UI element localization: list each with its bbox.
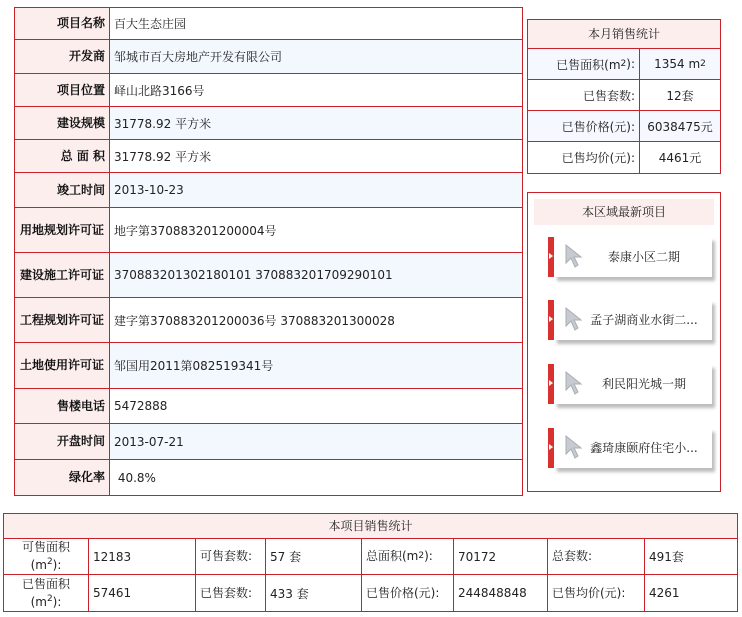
project-name[interactable]: 鑫琦康颐府住宅小... xyxy=(590,441,698,455)
info-label: 售楼电话 xyxy=(15,389,110,423)
project-info-table xyxy=(14,7,523,496)
sold-price-value: 6038475元 xyxy=(647,119,713,134)
info-row-planning-permit xyxy=(15,298,522,343)
unit-prefix: (m xyxy=(30,558,47,572)
info-row-location xyxy=(15,74,522,107)
monthly-sold-sets-row xyxy=(528,80,720,111)
info-row-name xyxy=(15,8,522,40)
info-value: 5472888 xyxy=(110,389,522,423)
sup: 2 xyxy=(700,59,706,69)
project-stats-title: 本项目销售统计 xyxy=(4,514,737,539)
info-label: 项目名称 xyxy=(15,8,110,39)
sold-price-label: 已售价格(元): xyxy=(528,111,640,141)
sup: 2 xyxy=(418,551,425,561)
info-label: 工程规划许可证 xyxy=(15,298,110,342)
info-label: 用地规划许可证 xyxy=(15,208,110,252)
info-value: 2013-10-23 xyxy=(110,173,522,207)
project-sales-stats xyxy=(3,513,738,612)
monthly-sold-price-row xyxy=(528,111,720,142)
info-row-opening xyxy=(15,424,522,460)
sold-price-label: 已售价格(元): xyxy=(362,575,454,611)
monthly-stats-title: 本月销售统计 xyxy=(528,20,720,49)
avail-area-label-wrap xyxy=(22,540,70,573)
new-projects-panel xyxy=(527,192,721,492)
sup: 2 xyxy=(46,557,53,567)
info-value: 40.8% xyxy=(110,460,522,495)
sold-area-value xyxy=(640,49,720,79)
monthly-sales-stats xyxy=(527,19,721,174)
sold-avg-label: 已售均价(元): xyxy=(548,575,645,611)
avail-area-unit xyxy=(22,555,70,573)
sold-area-unit xyxy=(22,592,70,610)
avail-area-label xyxy=(4,539,89,574)
avail-sets-value: 57 套 xyxy=(266,539,362,574)
info-value: 邹国用2011第082519341号 xyxy=(110,343,522,388)
info-row-phone xyxy=(15,389,522,424)
info-row-land-use-permit xyxy=(15,343,522,389)
info-row-construction-permit xyxy=(15,253,522,298)
project-card[interactable] xyxy=(554,237,712,277)
info-value: 31778.92 平方米 xyxy=(110,140,522,172)
sold-sets-label: 已售套数: xyxy=(528,80,640,110)
info-value: 建字第370883201200036号 370883201300028 xyxy=(110,298,522,342)
avail-area-value: 12183 xyxy=(89,539,196,574)
sold-sets-label: 已售套数: xyxy=(196,575,266,611)
sold-sets-value: 12套 xyxy=(666,88,694,103)
sold-area-label-text: 已售面积(m xyxy=(556,57,621,72)
info-row-land-permit xyxy=(15,208,522,253)
unit-suffix: ): xyxy=(52,594,62,609)
project-stats-row-available xyxy=(4,539,737,575)
total-area-label-text: 总面积(m xyxy=(366,549,419,563)
info-value: 峄山北路3166号 xyxy=(110,74,522,106)
project-name[interactable]: 泰康小区二期 xyxy=(607,250,680,264)
info-value: 2013-07-21 xyxy=(110,424,522,459)
monthly-avg-price-row xyxy=(528,142,720,173)
avail-sets-label: 可售套数: xyxy=(196,539,266,574)
info-row-green-rate xyxy=(15,460,522,495)
info-value: 百大生态庄园 xyxy=(110,8,522,39)
info-value: 邹城市百大房地产开发有限公司 xyxy=(110,40,522,73)
info-row-developer xyxy=(15,40,522,74)
sold-sets-value: 433 套 xyxy=(266,575,362,611)
info-label: 建设规模 xyxy=(15,107,110,139)
sold-area-label xyxy=(4,575,89,611)
sold-area-label-wrap xyxy=(22,577,70,610)
info-value: 地字第370883201200004号 xyxy=(110,208,522,252)
monthly-sold-area-row xyxy=(528,49,720,80)
info-label: 总 面 积 xyxy=(15,140,110,172)
project-stats-row-sold xyxy=(4,575,737,611)
project-name[interactable]: 孟子湖商业水街二... xyxy=(590,313,698,327)
info-row-total-area xyxy=(15,140,522,173)
project-card[interactable] xyxy=(554,364,712,404)
info-label: 建设施工许可证 xyxy=(15,253,110,297)
project-card[interactable] xyxy=(554,300,712,340)
project-card[interactable] xyxy=(554,428,712,468)
info-label: 开盘时间 xyxy=(15,424,110,459)
sold-area-label xyxy=(528,49,640,79)
unit-suffix: ): xyxy=(424,549,433,563)
sold-price-value: 244848848 xyxy=(454,575,548,611)
avg-price-value: 4461元 xyxy=(658,151,702,165)
sold-area-value-text: 1354 m xyxy=(654,57,701,71)
info-label: 绿化率 xyxy=(15,460,110,495)
total-sets-label: 总套数: xyxy=(548,539,645,574)
avg-price-label: 已售均价(元): xyxy=(528,142,640,173)
sup: 2 xyxy=(46,593,53,604)
total-area-label xyxy=(362,539,454,574)
project-link[interactable] xyxy=(548,300,720,344)
info-label: 竣工时间 xyxy=(15,173,110,207)
new-projects-title: 本区域最新项目 xyxy=(534,199,714,225)
project-link[interactable] xyxy=(548,364,720,408)
total-area-value: 70172 xyxy=(454,539,548,574)
info-label: 项目位置 xyxy=(15,74,110,106)
sold-area-value: 57461 xyxy=(89,575,196,611)
sold-area-label-text: 已售面积 xyxy=(21,576,70,591)
info-row-completion xyxy=(15,173,522,208)
info-label: 土地使用许可证 xyxy=(15,343,110,388)
info-value: 370883201302180101 370883201709290101 xyxy=(110,253,522,297)
unit-suffix: ): xyxy=(52,558,62,572)
project-name[interactable]: 利民阳光城一期 xyxy=(601,377,686,391)
info-label: 开发商 xyxy=(15,40,110,73)
info-value: 31778.92 平方米 xyxy=(110,107,522,139)
total-sets-value: 491套 xyxy=(649,550,684,564)
sold-avg-value: 4261 xyxy=(649,586,680,600)
unit-prefix: (m xyxy=(30,594,47,609)
avail-area-label-text: 可售面积 xyxy=(21,540,70,554)
info-row-scale xyxy=(15,107,522,140)
project-link[interactable] xyxy=(548,237,720,281)
project-link[interactable] xyxy=(548,428,720,472)
sup: 2 xyxy=(620,59,627,69)
sold-area-label-suffix: ): xyxy=(626,57,635,71)
